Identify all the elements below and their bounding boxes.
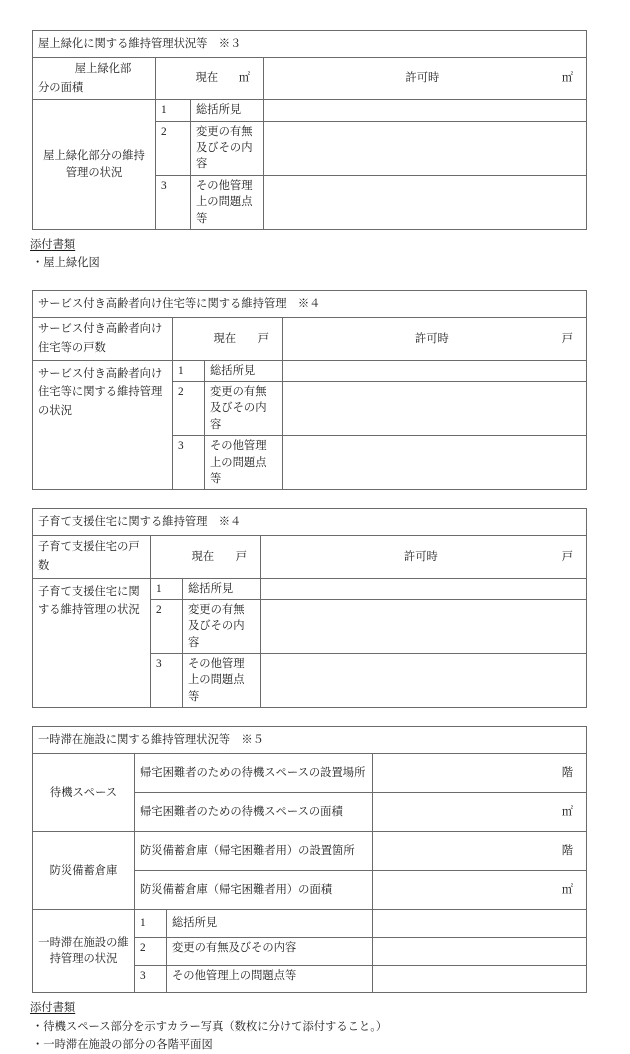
label-waiting-space-area: 帰宅困難者のための待機スペースの面積 [135, 793, 373, 832]
unit-sqm: ㎡ [561, 806, 574, 819]
item-no-2: 2 [156, 121, 191, 175]
item-no-1: 1 [173, 360, 205, 381]
input-elderly-item-1[interactable] [283, 360, 587, 381]
label-emergency-storage: 防災備蓄倉庫 [33, 832, 135, 910]
unit-current-units: 戸 [235, 550, 247, 563]
label-waiting-space: 待機スペース [33, 754, 135, 832]
item-no-2: 2 [135, 937, 167, 965]
attachments-heading: 添付書類 [30, 238, 76, 251]
table-row [33, 291, 587, 318]
input-temporary-item-3[interactable] [373, 965, 587, 993]
attachment-item: ・屋上緑化図 [32, 257, 100, 270]
cell-childcare-current[interactable] [151, 536, 261, 578]
label-elderly-count: サービス付き高齢者向け住宅等の戸数 [33, 318, 173, 360]
input-childcare-item-1[interactable] [261, 578, 587, 599]
unit-permit-units: 戸 [561, 332, 573, 345]
attachments-rooftop [30, 236, 630, 273]
unit-current-units: 戸 [257, 332, 269, 345]
label-current: 現在 [195, 72, 219, 85]
cell-rooftop-permit[interactable] [264, 58, 587, 100]
table-row [33, 31, 587, 58]
table-row [33, 578, 587, 599]
label-childcare-count: 子育て支援住宅の戸数 [33, 536, 151, 578]
input-temporary-item-2[interactable] [373, 937, 587, 965]
label-permit: 許可時 [414, 332, 449, 345]
item-text-1: 総括所見 [167, 910, 373, 938]
input-childcare-item-3[interactable] [261, 654, 587, 708]
unit-sqm: ㎡ [561, 884, 574, 897]
attachments-heading: 添付書類 [30, 1002, 76, 1015]
label-emergency-storage-location: 防災備蓄倉庫（帰宅困難者用）の設置箇所 [135, 832, 373, 871]
unit-permit-sqm: ㎡ [561, 72, 574, 85]
section-title-temporary: 一時滞在施設に関する維持管理状況等 ※５ [33, 727, 587, 754]
item-text-1: 総括所見 [183, 578, 261, 599]
input-rooftop-item-1[interactable] [264, 100, 587, 121]
item-no-1: 1 [156, 100, 191, 121]
spacer [0, 708, 630, 726]
label-rooftop-status: 屋上緑化部分の維持管理の状況 [33, 100, 156, 230]
table-row [33, 536, 587, 578]
item-text-2: 変更の有無及びその内容 [191, 121, 264, 175]
item-text-2: 変更の有無及びその内容 [183, 599, 261, 653]
table-elderly-housing [32, 290, 587, 490]
spacer [0, 490, 630, 508]
table-childcare-housing [32, 508, 587, 708]
label-rooftop-area-line1: 屋上緑化部 [74, 63, 132, 75]
item-text-1: 総括所見 [205, 360, 283, 381]
section-title-elderly: サービス付き高齢者向け住宅等に関する維持管理 ※４ [33, 291, 587, 318]
table-row [33, 727, 587, 754]
item-no-3: 3 [151, 654, 183, 708]
input-childcare-item-2[interactable] [261, 599, 587, 653]
attachment-item: ・一時滞在施設の部分の各階平面図 [32, 1038, 213, 1051]
item-no-2: 2 [173, 382, 205, 436]
label-rooftop-area-line2: 分の面積 [38, 81, 84, 94]
table-row [33, 509, 587, 536]
input-elderly-item-3[interactable] [283, 436, 587, 490]
item-text-3: その他管理上の問題点等 [205, 436, 283, 490]
table-row [33, 754, 587, 793]
input-emergency-storage-location[interactable] [373, 832, 587, 871]
input-rooftop-item-2[interactable] [264, 121, 587, 175]
attachment-item: ・待機スペース部分を示すカラー写真（数枚に分けて添付すること。） [32, 1020, 388, 1033]
table-row [33, 910, 587, 938]
input-waiting-space-location[interactable] [373, 754, 587, 793]
item-text-2: 変更の有無及びその内容 [167, 937, 373, 965]
cell-elderly-current[interactable] [173, 318, 283, 360]
top-spacer [0, 0, 630, 30]
section-title-rooftop: 屋上緑化に関する維持管理状況等 ※３ [33, 31, 587, 58]
item-text-3: その他管理上の問題点等 [191, 175, 264, 229]
label-elderly-status: サービス付き高齢者向け住宅等に関する維持管理の状況 [33, 360, 173, 490]
input-waiting-space-area[interactable] [373, 793, 587, 832]
label-current: 現在 [213, 332, 237, 345]
label-current: 現在 [191, 550, 215, 563]
input-rooftop-item-3[interactable] [264, 175, 587, 229]
cell-rooftop-current[interactable] [156, 58, 264, 100]
table-rooftop-greening [32, 30, 587, 230]
item-no-3: 3 [156, 175, 191, 229]
table-temporary-stay [32, 726, 587, 993]
input-temporary-item-1[interactable] [373, 910, 587, 938]
cell-childcare-permit[interactable] [261, 536, 587, 578]
table-row [33, 832, 587, 871]
table-row [33, 360, 587, 381]
label-childcare-status: 子育て支援住宅に関する維持管理の状況 [33, 578, 151, 708]
table-row [33, 100, 587, 121]
input-emergency-storage-area[interactable] [373, 871, 587, 910]
label-temporary-status: 一時滞在施設の維持管理の状況 [33, 910, 135, 993]
label-permit: 許可時 [403, 550, 438, 563]
item-no-2: 2 [151, 599, 183, 653]
spacer [0, 272, 630, 290]
unit-floor: 階 [561, 845, 574, 858]
item-no-3: 3 [173, 436, 205, 490]
unit-floor: 階 [561, 767, 574, 780]
item-no-1: 1 [151, 578, 183, 599]
unit-current-sqm: ㎡ [238, 72, 250, 85]
label-waiting-space-location: 帰宅困難者のための待機スペースの設置場所 [135, 754, 373, 793]
item-text-2: 変更の有無及びその内容 [205, 382, 283, 436]
cell-elderly-permit[interactable] [283, 318, 587, 360]
item-text-3: その他管理上の問題点等 [183, 654, 261, 708]
attachments-temporary [30, 999, 630, 1054]
section-title-childcare: 子育て支援住宅に関する維持管理 ※４ [33, 509, 587, 536]
label-emergency-storage-area: 防災備蓄倉庫（帰宅困難者用）の面積 [135, 871, 373, 910]
table-row [33, 318, 587, 360]
item-no-1: 1 [135, 910, 167, 938]
unit-permit-units: 戸 [561, 550, 574, 563]
item-text-1: 総括所見 [191, 100, 264, 121]
input-elderly-item-2[interactable] [283, 382, 587, 436]
item-no-3: 3 [135, 965, 167, 993]
label-permit: 許可時 [405, 72, 440, 85]
table-row [33, 58, 587, 100]
label-rooftop-area [33, 58, 156, 100]
item-text-3: その他管理上の問題点等 [167, 965, 373, 993]
